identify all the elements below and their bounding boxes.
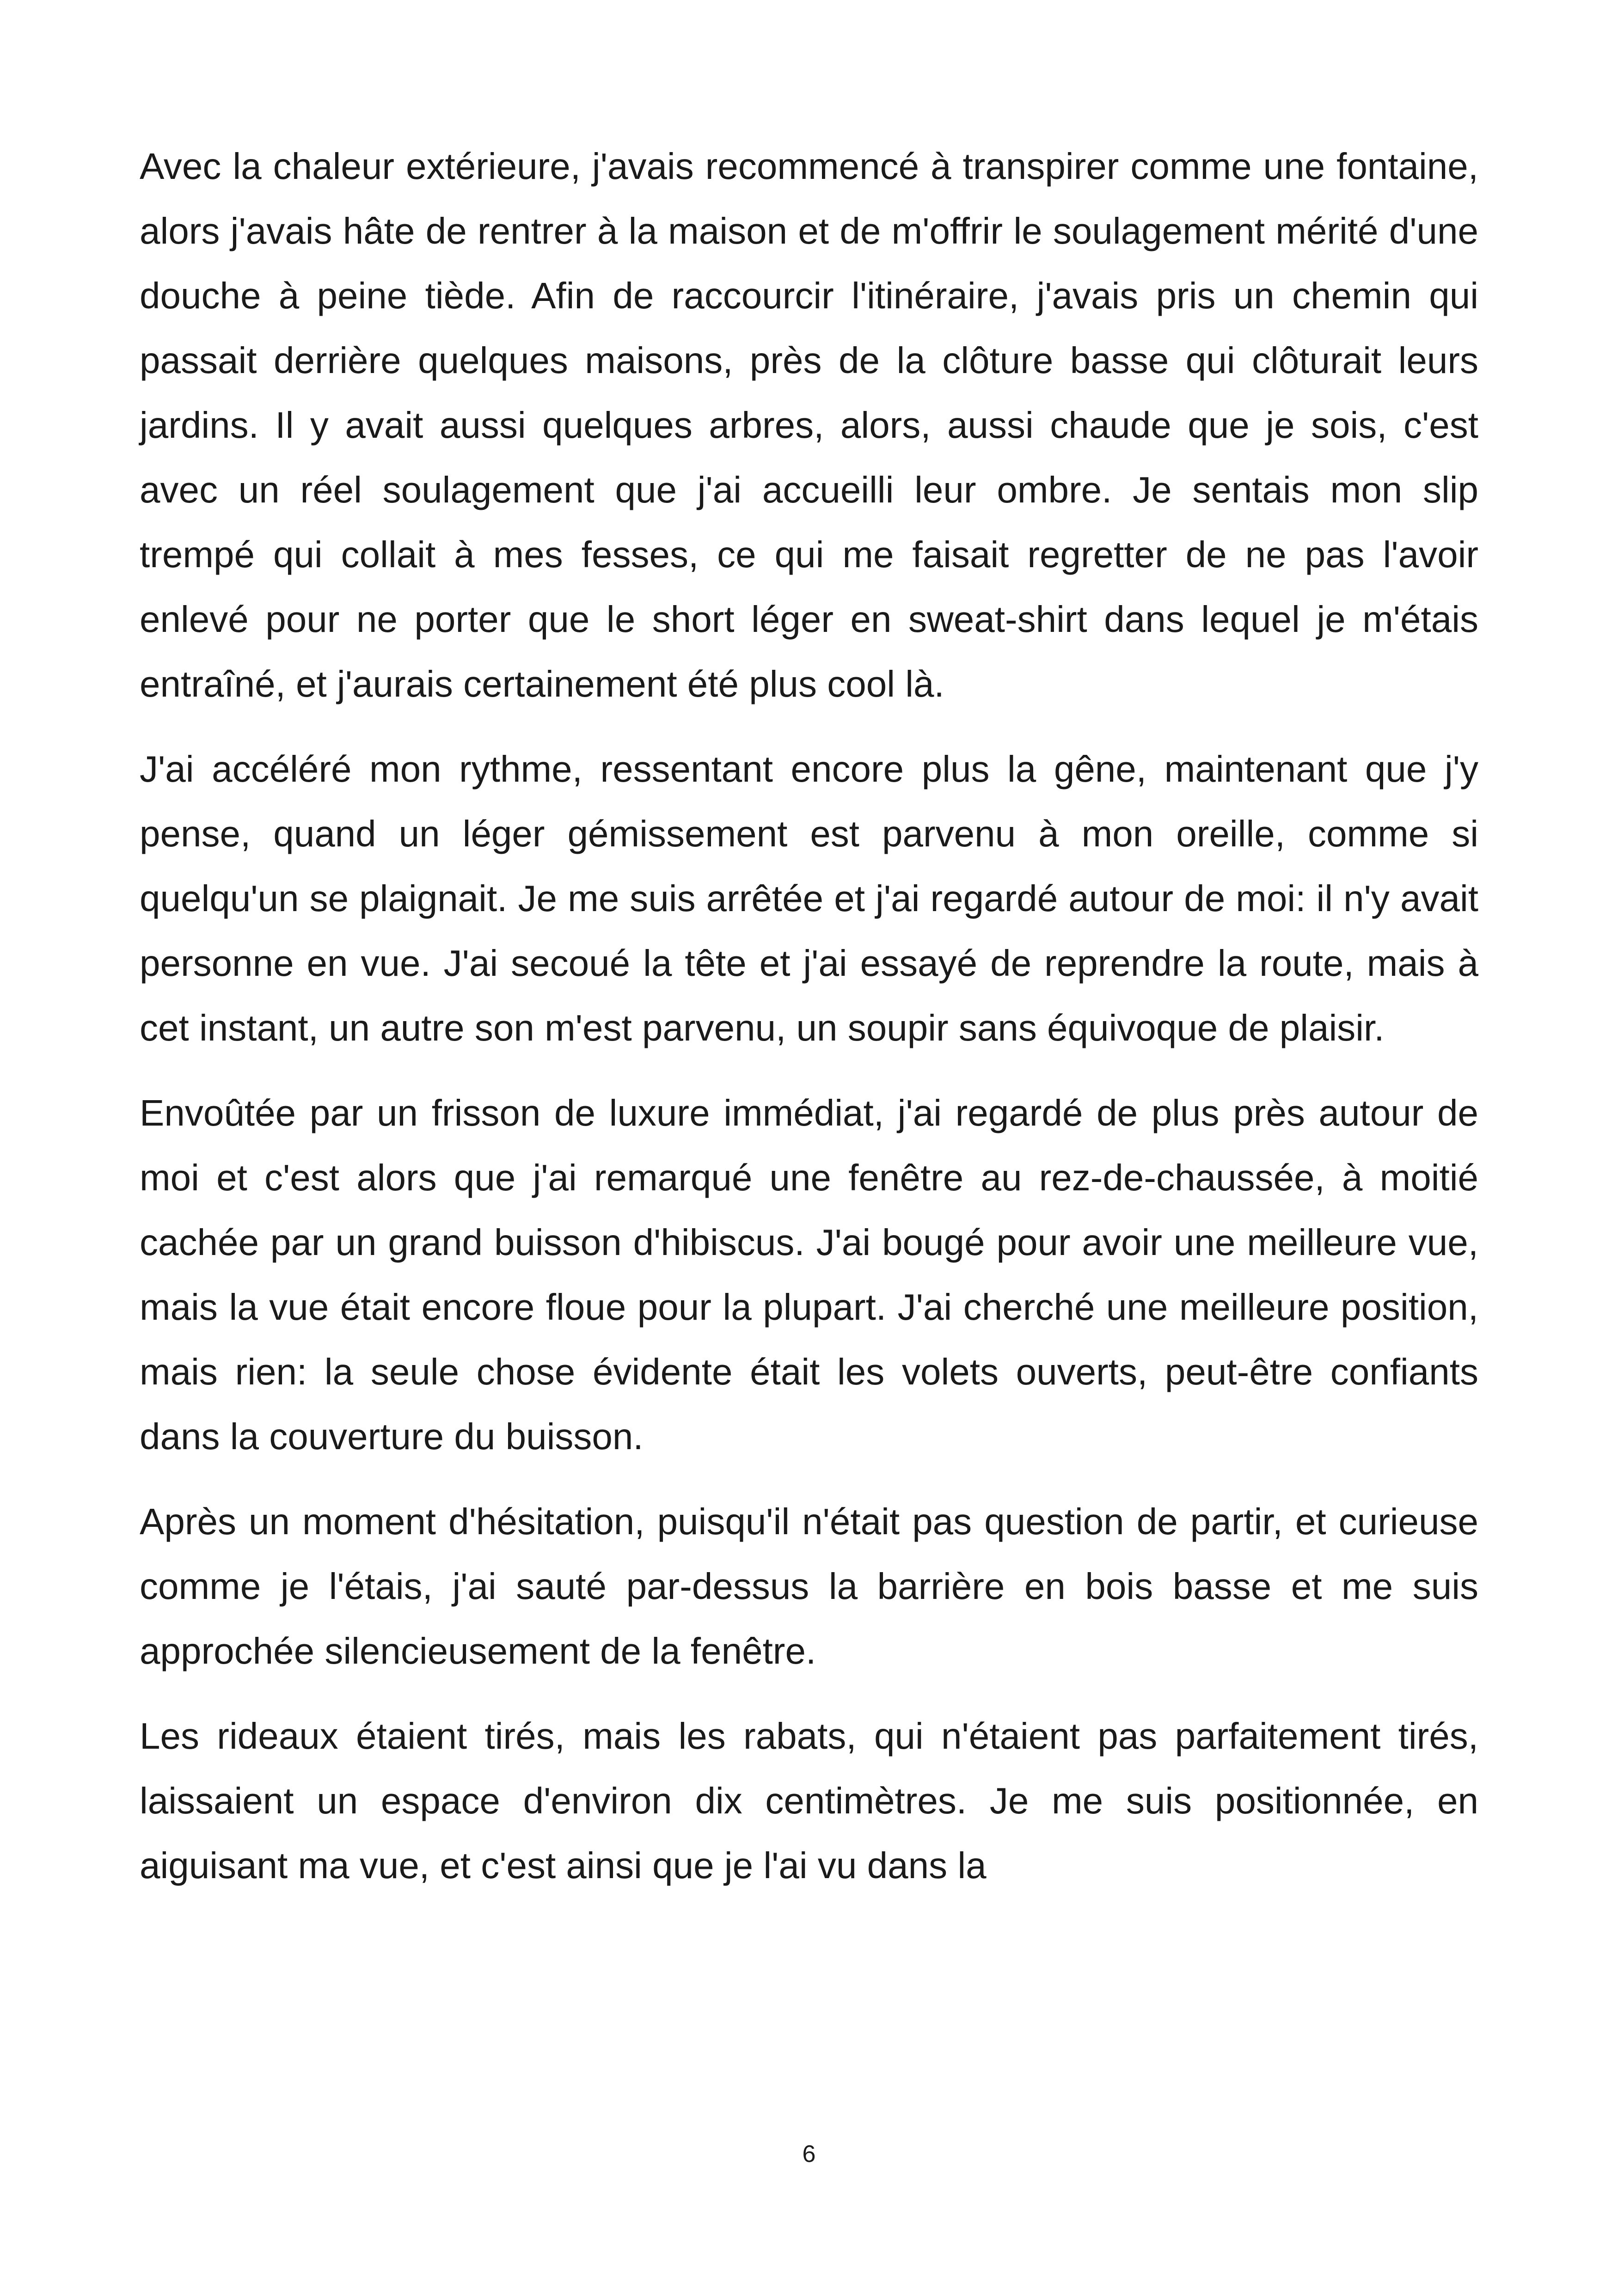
paragraph-4: Après un moment d'hésitation, puisqu'il n'était pas question de partir, et curieuse comme je l'étais, j'ai sauté par-dessus la barrière en bois basse et me suis approchée silencieusement de la fenêtre. (140, 1501, 1478, 1671)
paragraph-2: J'ai accéléré mon rythme, ressentant encore plus la gêne, maintenant que j'y pense, quand un léger gémissement est parvenu à mon oreille, comme si quelqu'un se plaignait. Je me suis arrêtée et j'ai regardé autour de moi: il n'y avait personne en vue. J'ai secoué la tête et j'ai essayé de reprendre la route, mais à cet instant, un autre son m'est parvenu, un soupir sans équivoque de plaisir. (140, 748, 1478, 1048)
paragraph-1: Avec la chaleur extérieure, j'avais recommencé à transpirer comme une fontaine, alors j'avais hâte de rentrer à la maison et de m'offrir le soulagement mérité d'une douche à peine tiède. Afin de raccourcir l'itinéraire, j'avais pris un chemin qui passait derrière quelques maisons, près de la clôture basse qui clôturait leurs jardins. Il y avait aussi quelques arbres, alors, aussi chaude que je sois, c'est avec un réel soulagement que j'ai accueilli leur ombre. Je sentais mon slip trempé qui collait à mes fesses, ce qui me faisait regretter de ne pas l'avoir enlevé pour ne porter que le short léger en sweat-shirt dans lequel je m'étais entraîné, et j'aurais certainement été plus cool là. (140, 146, 1478, 704)
body-text (140, 134, 1478, 1918)
paragraph-3: Envoûtée par un frisson de luxure immédiat, j'ai regardé de plus près autour de moi et c'est alors que j'ai remarqué une fenêtre au rez-de-chaussée, à moitié cachée par un grand buisson d'hibiscus. J'ai bougé pour avoir une meilleure vue, mais la vue était encore floue pour la plupart. J'ai cherché une meilleure position, mais rien: la seule chose évidente était les volets ouverts, peut-être confiants dans la couverture du buisson. (140, 1092, 1478, 1457)
page-number: 6 (802, 2141, 816, 2167)
paragraph-5: Les rideaux étaient tirés, mais les rabats, qui n'étaient pas parfaitement tirés, laissaient un espace d'environ dix centimètres. Je me suis positionnée, en aiguisant ma vue, et c'est ainsi que je l'ai vu dans la (140, 1715, 1478, 1886)
